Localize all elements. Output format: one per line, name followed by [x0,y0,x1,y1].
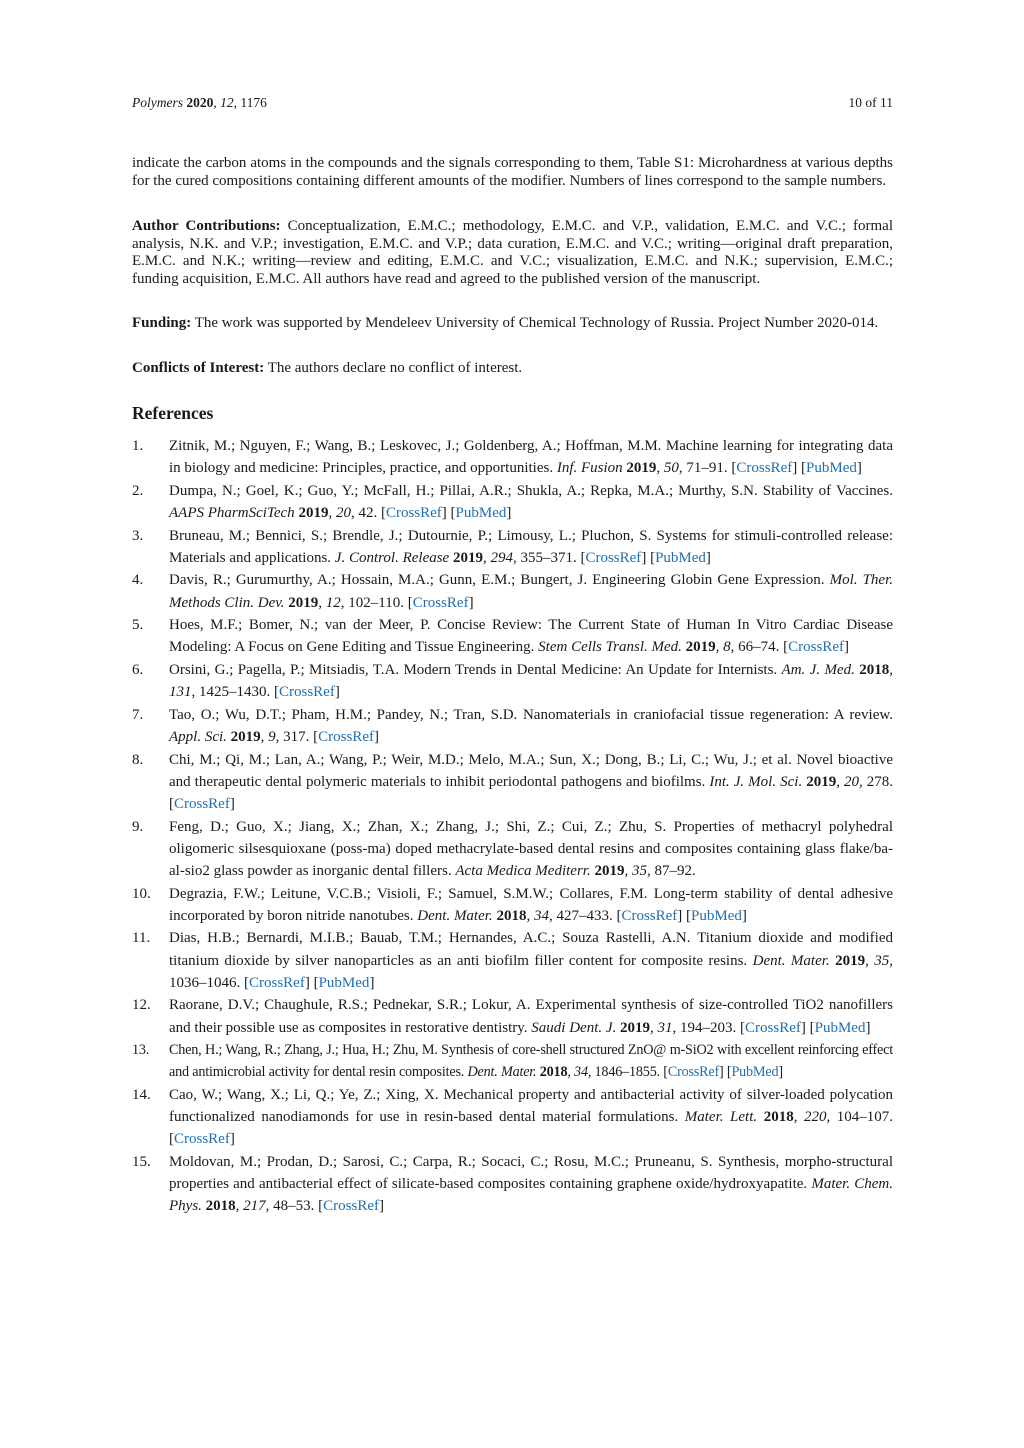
reference-item: 13. Chen, H.; Wang, R.; Zhang, J.; Hua, H.; Zhu, M. Synthesis of core-shell structured ZnO@ m-SiO2 with excellent reinforcing effect and antimicrobial activity for dental resin composites. Dent. Mater. 2018, 34, 1846–1855. [CrossRef] [PubMed] [132,1039,893,1083]
reference-year: 2019 [835,952,866,969]
pubmed-link[interactable]: PubMed [318,974,370,991]
reference-year: 2018 [539,1064,568,1081]
reference-pages: , 355–371. [512,549,581,566]
reference-pages: , 104–107. [826,1109,894,1126]
reference-journal: Inf. Fusion [556,460,623,477]
reference-journal: Dent. Mater. [467,1064,537,1081]
reference-year: 2019 [685,639,716,656]
reference-authors-title: Raorane, D.V.; Chaughule, R.S.; Pednekar, S.R.; Lokur, A. Experimental synthesis of size-controlled TiO2 nanofillers and their possible use as composites in restorative dentistry. [169,997,893,1036]
journal-volume: 12 [220,95,234,110]
author-contributions-label: Author Contributions: [132,218,281,234]
reference-item: 3. Bruneau, M.; Bennici, S.; Brendle, J.; Dutournie, P.; Limousy, L.; Pluchon, S. Systems for stimuli-controlled release: Materials and applications. J. Control. Release 2019, 294, 355–371. [CrossRef] [PubMed] [132,525,893,569]
reference-year: 2018 [205,1198,236,1215]
reference-volume: 217 [243,1198,266,1215]
reference-item: 6. Orsini, G.; Pagella, P.; Mitsiadis, T.A. Modern Trends in Dental Medicine: An Update for Internists. Am. J. Med. 2018, 131, 1425–1430. [CrossRef] [132,659,893,703]
reference-pages: , 1846–1855. [587,1064,664,1081]
crossref-link[interactable]: CrossRef [174,1131,230,1148]
reference-volume: 34 [533,907,549,924]
journal-year: 2020 [186,95,214,110]
reference-volume: 12 [325,594,341,611]
reference-item: 12. Raorane, D.V.; Chaughule, R.S.; Pednekar, S.R.; Lokur, A. Experimental synthesis of size-controlled TiO2 nanofillers and their possible use as composites in restorative dentistry. Saudi Dent. J. 2019, 31, 194–203. [CrossRef] [PubMed] [132,994,893,1038]
reference-item: 15. Moldovan, M.; Prodan, D.; Sarosi, C.; Carpa, R.; Socaci, C.; Rosu, M.C.; Pruneanu, S. Synthesis, morpho-structural properties and antibacterial effect of silicate-based composites containing graphene oxide/hydroxyapatite. Mater. Chem. Phys. 2018, 217, 48–53. [CrossRef] [132,1151,893,1218]
crossref-link[interactable]: CrossRef [318,728,374,745]
reference-volume: 294 [490,549,513,566]
crossref-link[interactable]: CrossRef [249,974,305,991]
reference-year: 2019 [620,1019,651,1036]
pubmed-link[interactable]: PubMed [655,549,706,566]
funding [132,315,893,333]
reference-authors-title: Chi, M.; Qi, M.; Lan, A.; Wang, P.; Weir, M.D.; Melo, M.A.; Sun, X.; Dong, B.; Li, C.; Wu, J.; et al. Novel bioactive and therapeutic dental polymeric materials to inhibit periodontal pathogens and biofilms. [169,751,893,790]
reference-number: 12. [132,997,151,1014]
reference-item: 9. Feng, D.; Guo, X.; Jiang, X.; Zhan, X.; Zhang, J.; Shi, Z.; Cui, Z.; Zhu, S. Properties of methacryl polyhedral oligomeric silsesquioxane (poss-ma) doped methacrylate-based dental resins and composites containing glass flake/ba-al-sio2 glass powder as inorganic dental fillers. Acta Medica Mediterr. 2019, 35, 87–92. [132,816,893,883]
reference-list [132,435,893,1218]
reference-authors-title: Orsini, G.; Pagella, P.; Mitsiadis, T.A. Modern Trends in Dental Medicine: An Update for Internists. [169,661,782,678]
reference-journal: J. Control. Release [334,549,450,566]
reference-pages: , 427–433. [548,907,617,924]
crossref-link[interactable]: CrossRef [621,907,678,924]
reference-pages: , 194–203. [672,1019,741,1036]
reference-pages: , 278. [859,773,894,790]
reference-item: 7. Tao, O.; Wu, D.T.; Pham, H.M.; Pandey, N.; Tran, S.D. Nanomaterials in craniofacial tissue regeneration: A review. Appl. Sci. 2019, 9, 317. [CrossRef] [132,704,893,748]
reference-authors-title: Feng, D.; Guo, X.; Jiang, X.; Zhan, X.; Zhang, J.; Shi, Z.; Cui, Z.; Zhu, S. Properties of methacryl polyhedral oligomeric silsesquioxane (poss-ma) doped methacrylate-based dental resins and composites containing glass flake/ba-al-sio2 glass powder as inorganic dental fillers. [169,818,893,879]
reference-item: 5. Hoes, M.F.; Bomer, N.; van der Meer, P. Concise Review: The Current State of Human In Vitro Cardiac Disease Modeling: A Focus on Gene Editing and Tissue Engineering. Stem Cells Transl. Med. 2019, 8, 66–74. [CrossRef] [132,614,893,658]
reference-journal: Am. J. Med. [781,661,855,678]
conflicts-label: Conflicts of Interest: [132,360,265,376]
reference-volume: 20 [335,505,351,521]
reference-authors-title: Hoes, M.F.; Bomer, N.; van der Meer, P. Concise Review: The Current State of Human In Vitro Cardiac Disease Modeling: A Focus on Gene Editing and Tissue Engineering. [169,617,893,656]
reference-number: 2. [132,482,144,499]
reference-year: 2019 [230,728,261,745]
reference-authors-title: Davis, R.; Gurumurthy, A.; Hossain, M.A.; Gunn, E.M.; Bungert, J. Engineering Globin Gene Expression. [169,572,830,589]
reference-year: 2019 [298,505,329,521]
reference-volume: 35 [631,862,647,879]
supplementary-paragraph: indicate the carbon atoms in the compounds and the signals corresponding to them, Table S1: Microhardness at various depths for the cured compositions containing different amounts of the modifier. Numbers of lines correspond to the sample numbers. [132,155,893,189]
reference-year: 2019 [594,862,625,879]
conflicts-text: The authors declare no conflict of interest. [267,360,523,376]
crossref-link[interactable]: CrossRef [323,1198,380,1215]
reference-item: 11. Dias, H.B.; Bernardi, M.I.B.; Bauab, T.M.; Hernandes, A.C.; Souza Rastelli, A.N. Titanium dioxide and modified titanium dioxide by silver nanoparticles as an anti biofilm filler content for composite resins. Dent. Mater. 2019, 35, 1036–1046. [CrossRef] [PubMed] [132,927,893,994]
reference-journal: Stem Cells Transl. Med. [538,639,682,656]
reference-volume: 8 [723,639,731,656]
reference-volume: 9 [268,728,276,745]
reference-volume: 220 [803,1109,827,1126]
crossref-link[interactable]: CrossRef [585,549,642,566]
reference-item: 2. Dumpa, N.; Goel, K.; Guo, Y.; McFall, H.; Pillai, A.R.; Shukla, A.; Repka, M.A.; Murthy, S.N. Stability of Vaccines. AAPS PharmSciTech 2019, 20, 42. [CrossRef] [PubMed] [132,480,893,524]
reference-journal: Dent. Mater. [752,952,830,969]
funding-label: Funding: [132,315,192,331]
reference-authors-title: Bruneau, M.; Bennici, S.; Brendle, J.; Dutournie, P.; Limousy, L.; Pluchon, S. Systems for stimuli-controlled release: Materials and applications. [169,527,893,566]
reference-year: 2019 [452,549,483,566]
pubmed-link[interactable]: PubMed [814,1019,866,1036]
crossref-link[interactable]: CrossRef [174,795,230,812]
reference-pages: , 102–110. [340,594,408,611]
references-heading: References [132,403,214,423]
reference-year: 2019 [806,773,837,790]
pubmed-link[interactable]: PubMed [731,1064,779,1081]
reference-number: 5. [132,617,144,634]
reference-journal: Dent. Mater. [417,907,493,924]
reference-item: 1. Zitnik, M.; Nguyen, F.; Wang, B.; Leskovec, J.; Goldenberg, A.; Hoffman, M.M. Machine learning for integrating data in biology and medicine: Principles, practice, and opportunities. Inf. Fusion 2019, 50, 71–91. [CrossRef] [PubMed] [132,435,893,479]
reference-journal: Mater. Chem. Phys. [169,1176,893,1215]
crossref-link[interactable]: CrossRef [412,594,469,611]
reference-year: 2018 [859,661,890,678]
reference-number: 9. [132,818,144,835]
reference-authors-title: Zitnik, M.; Nguyen, F.; Wang, B.; Leskovec, J.; Goldenberg, A.; Hoffman, M.M. Machine learning for integrating data in biology and medicine: Principles, practice, and opportunities. [169,438,893,477]
reference-item: 8. Chi, M.; Qi, M.; Lan, A.; Wang, P.; Weir, M.D.; Melo, M.A.; Sun, X.; Dong, B.; Li, C.; Wu, J.; et al. Novel bioactive and therapeutic dental polymeric materials to inhibit periodontal pathogens and biofilms. Int. J. Mol. Sci. 2019, 20, 278. [CrossRef] [132,749,893,816]
reference-year: 2019 [288,594,319,611]
reference-number: 11. [132,930,151,947]
reference-journal: Appl. Sci. [169,728,227,745]
pubmed-link[interactable]: PubMed [691,907,742,924]
reference-pages: , 66–74. [730,639,784,656]
reference-volume: 20 [844,773,860,790]
pubmed-link[interactable]: PubMed [806,460,857,477]
crossref-link[interactable]: CrossRef [788,639,845,656]
funding-text: The work was supported by Mendeleev University of Chemical Technology of Russia. Project Number 2020-014. [194,315,879,331]
reference-number: 14. [132,1086,151,1103]
reference-journal: Mater. Lett. [684,1109,758,1126]
crossref-link[interactable]: CrossRef [736,460,793,477]
crossref-link[interactable]: CrossRef [385,505,442,521]
reference-item: 10. Degrazia, F.W.; Leitune, V.C.B.; Visioli, F.; Samuel, S.M.W.; Collares, F.M. Long-term stability of dental adhesive incorporated by boron nitride nanotubes. Dent. Mater. 2018, 34, 427–433. [CrossRef] [PubMed] [132,883,893,927]
reference-number: 10. [132,885,151,902]
reference-number: 4. [132,572,144,589]
reference-pages: , 42. [350,505,381,521]
reference-volume: 35 [874,952,890,969]
reference-number: 15. [132,1153,151,1170]
page-number: 10 of 11 [848,95,893,110]
reference-authors-title: Dumpa, N.; Goel, K.; Guo, Y.; McFall, H.; Pillai, A.R.; Shukla, A.; Repka, M.A.; Murthy, S.N. Stability of Vaccines. [169,482,893,499]
reference-journal: Acta Medica Mediterr. [455,862,591,879]
journal-name: Polymers [132,95,183,110]
crossref-link[interactable]: CrossRef [745,1019,801,1036]
reference-journal: Mol. Ther. Methods Clin. Dev. [169,572,894,611]
conflicts-of-interest [132,360,893,378]
reference-volume: 31 [657,1019,673,1036]
reference-journal: Saudi Dent. J. [531,1019,617,1036]
reference-number: 1. [132,438,144,454]
reference-authors-title: Degrazia, F.W.; Leitune, V.C.B.; Visioli, F.; Samuel, S.M.W.; Collares, F.M. Long-term stability of dental adhesive incorporated by boron nitride nanotubes. [169,885,893,924]
article-number: 1176 [240,95,267,110]
reference-authors-title: Chen, H.; Wang, R.; Zhang, J.; Hua, H.; Zhu, M. Synthesis of core-shell structured ZnO@ m-SiO2 with excellent reinforcing effect and antimicrobial activity for dental resin composites. [169,1042,893,1081]
reference-year: 2019 [626,460,657,477]
author-contributions-text: Conceptualization, E.M.C.; methodology, E.M.C. and V.P., validation, E.M.C. and V.C.; formal analysis, N.K. and V.P.; investigation, E.M.C. and V.P.; data curation, E.M.C. and V.C.; writing—original draft preparation, E.M.C. and N.K.; writing—review and editing, E.M.C. and V.C.; visualization, E.M.C. and N.K.; supervision, E.M.C.; funding acquisition, E.M.C. All authors have read and agreed to the published version of the manuscript. [132,218,894,287]
reference-item: 14. Cao, W.; Wang, X.; Li, Q.; Ye, Z.; Xing, X. Mechanical property and antibacterial activity of silver-loaded polycation functionalized nanodiamonds for use in resin-based dental material formulations. Mater. Lett. 2018, 220, 104–107. [CrossRef] [132,1084,893,1151]
reference-volume: 131 [169,684,192,701]
reference-authors-title: Cao, W.; Wang, X.; Li, Q.; Ye, Z.; Xing, X. Mechanical property and antibacterial activity of silver-loaded polycation functionalized nanodiamonds for use in resin-based dental material formulations. [169,1086,893,1126]
reference-authors-title: Dias, H.B.; Bernardi, M.I.B.; Bauab, T.M.; Hernandes, A.C.; Souza Rastelli, A.N. Titanium dioxide and modified titanium dioxide by silver nanoparticles as an anti biofilm filler content for composite resins. [169,930,893,969]
reference-pages: , 48–53. [265,1198,319,1215]
reference-authors-title: Moldovan, M.; Prodan, D.; Sarosi, C.; Carpa, R.; Socaci, C.; Rosu, M.C.; Pruneanu, S. Synthesis, morpho-structural properties and antibacterial effect of silicate-based composites containing graphene oxide/hydroxyapatite. [169,1153,893,1193]
running-header: Polymers 2020, 12, 1176 10 of 11 [132,95,893,110]
reference-authors-title: Tao, O.; Wu, D.T.; Pham, H.M.; Pandey, N.; Tran, S.D. Nanomaterials in craniofacial tissue regeneration: A review. [169,706,893,723]
crossref-link[interactable]: CrossRef [667,1064,720,1081]
reference-volume: 50 [663,460,679,477]
reference-journal: AAPS PharmSciTech [169,505,295,521]
crossref-link[interactable]: CrossRef [279,684,335,701]
reference-item: 4. Davis, R.; Gurumurthy, A.; Hossain, M.A.; Gunn, E.M.; Bungert, J. Engineering Globin Gene Expression. Mol. Ther. Methods Clin. Dev. 2019, 12, 102–110. [CrossRef] [132,569,893,613]
reference-journal: Int. J. Mol. Sci. [709,773,803,790]
reference-pages: , 1425–1430. [191,684,274,701]
reference-volume: 34 [574,1064,588,1081]
reference-year: 2018 [763,1109,794,1126]
reference-year: 2018 [496,907,527,924]
pubmed-link[interactable]: PubMed [455,505,507,521]
reference-pages: , 71–91. [678,460,732,477]
reference-pages: , 87–92. [646,862,696,879]
reference-pages: , 1036–1046. [169,952,894,991]
reference-pages: , 317. [275,728,314,745]
reference-number: 13. [132,1042,150,1059]
reference-number: 8. [132,751,144,768]
reference-number: 7. [132,706,144,723]
reference-number: 6. [132,661,144,678]
author-contributions [132,218,893,288]
reference-number: 3. [132,527,144,544]
